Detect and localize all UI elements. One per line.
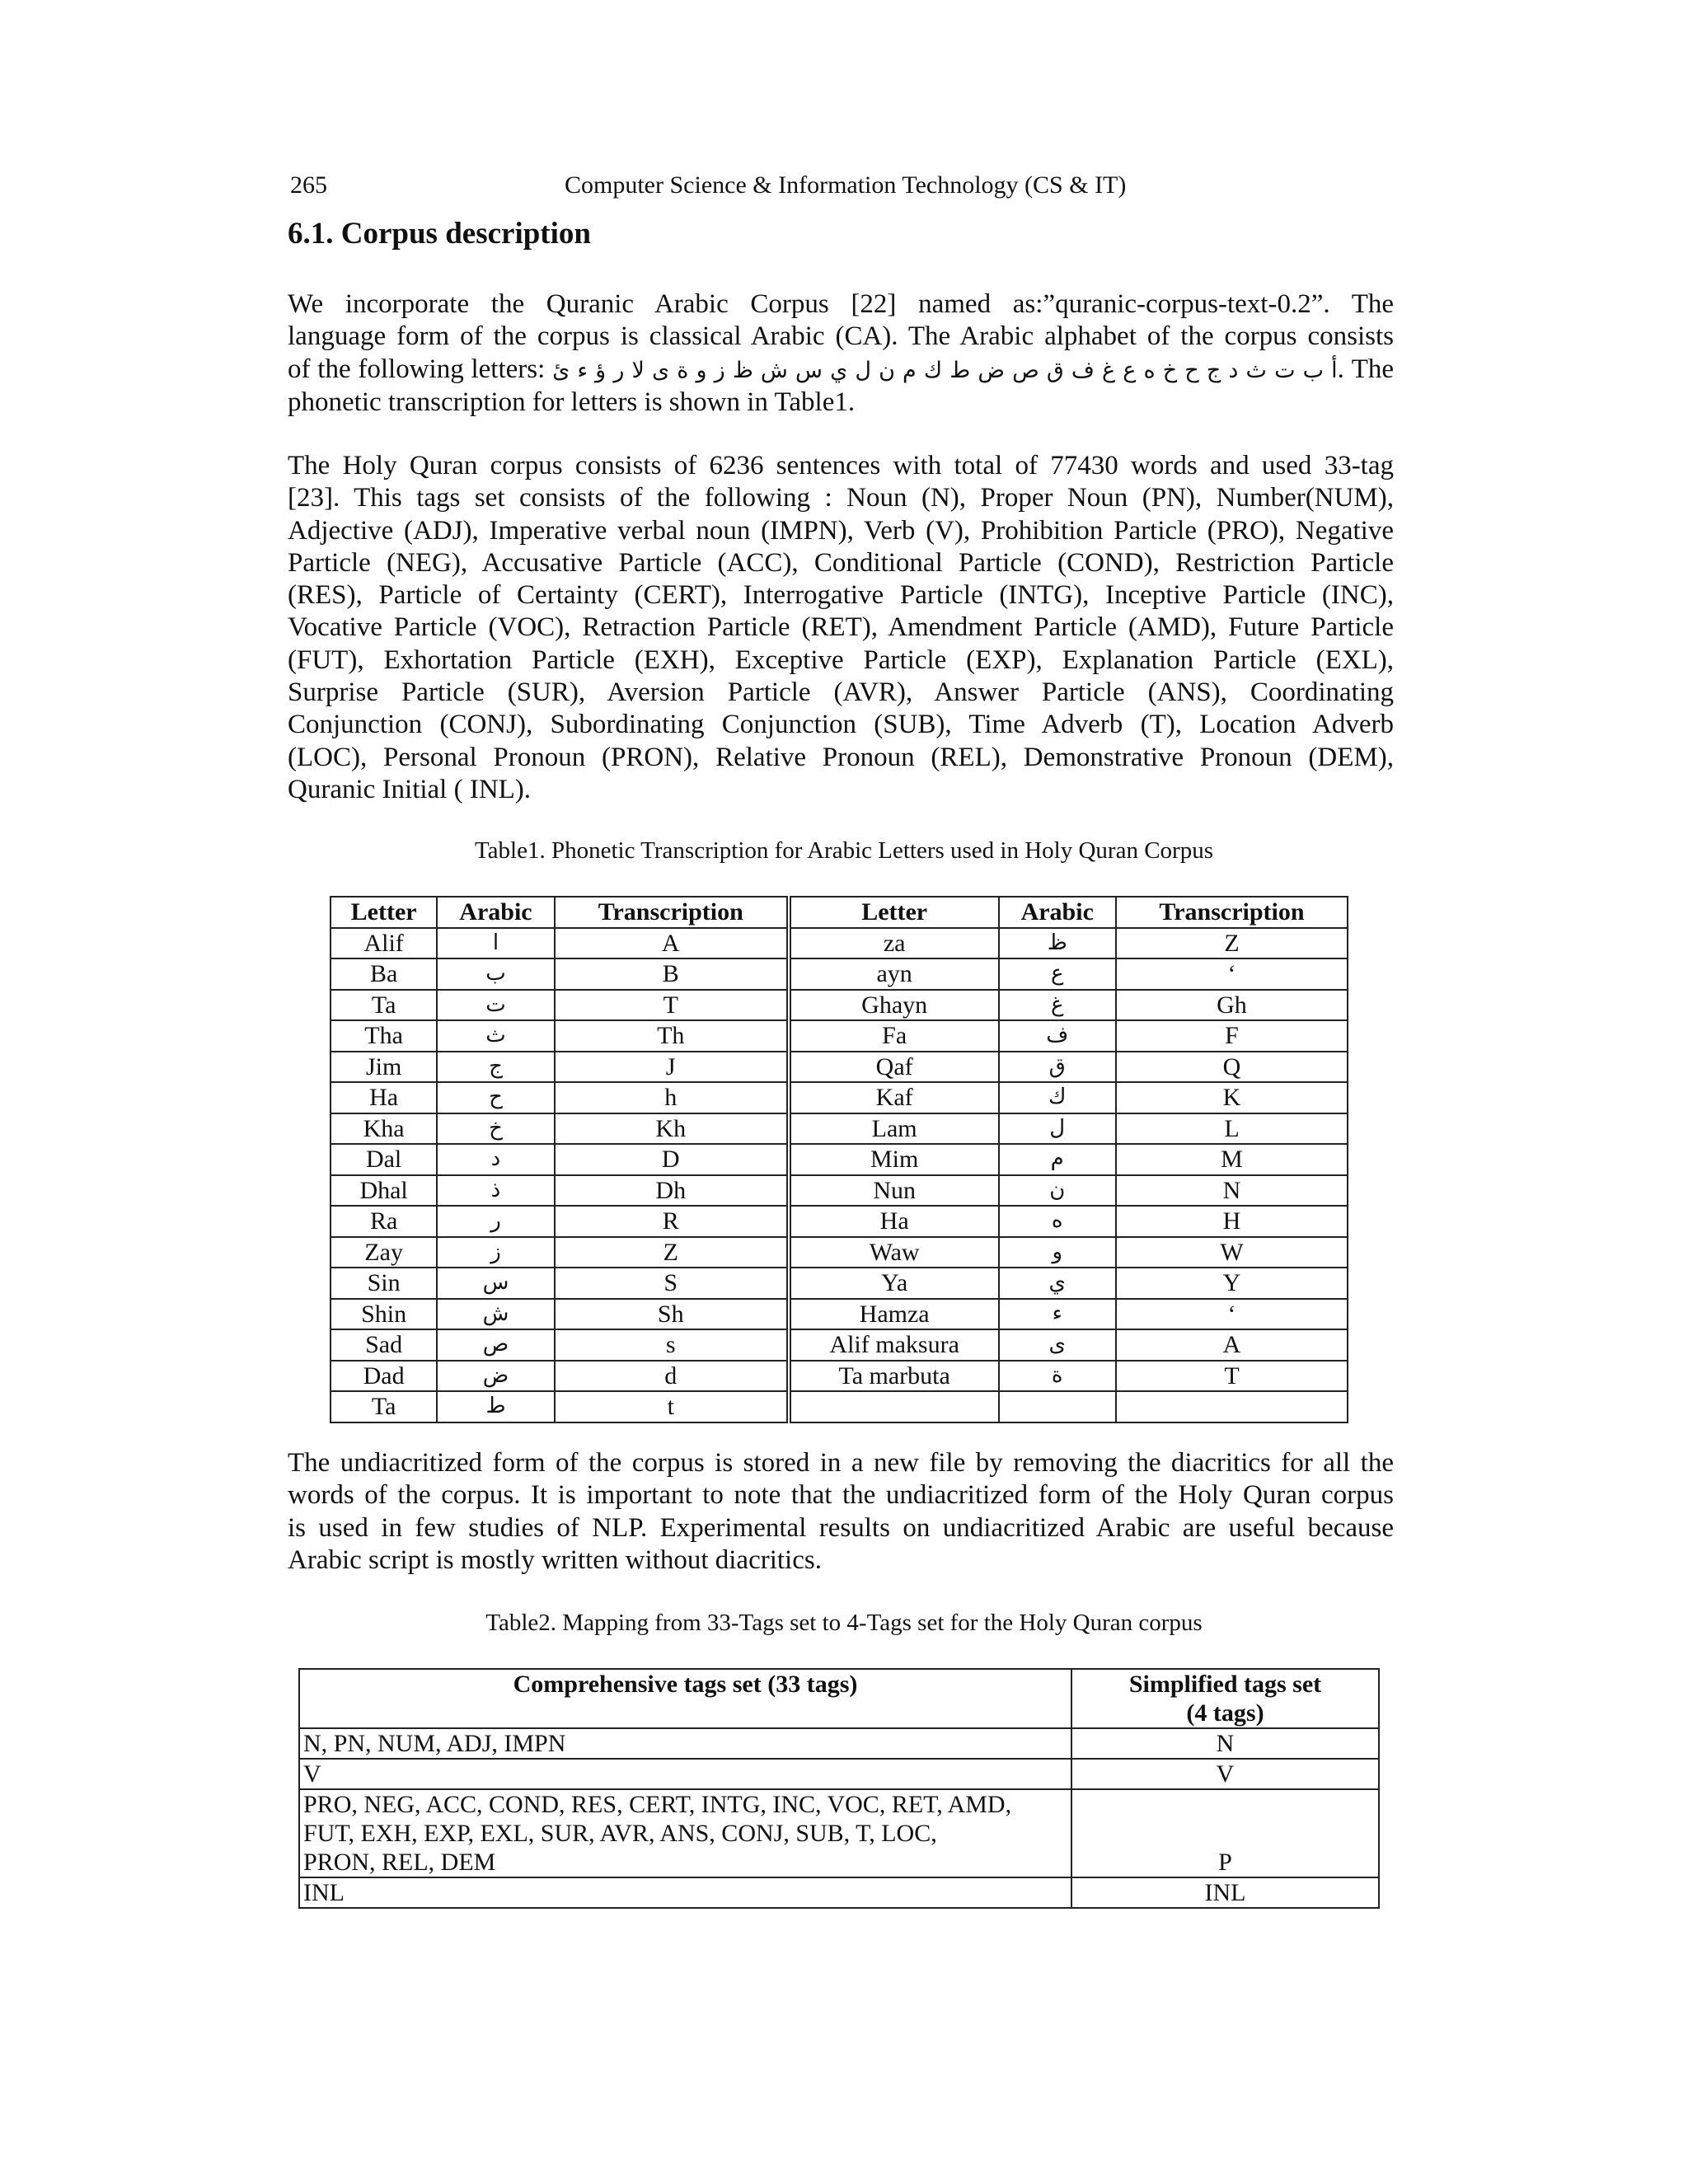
table-cell: d: [555, 1361, 789, 1392]
cell-line: PRON, REL, DEM: [303, 1849, 496, 1876]
table-cell: A: [555, 928, 789, 959]
paragraph-undiacritized: [288, 1447, 1394, 1577]
table-cell: J: [555, 1052, 789, 1083]
table-cell: ت: [437, 990, 554, 1021]
table-cell: L: [1116, 1113, 1348, 1145]
table-row: [331, 1144, 1348, 1175]
comprehensive-tags-cell: [299, 1759, 1071, 1789]
table-cell: Q: [1116, 1052, 1348, 1083]
table-cell: س: [437, 1268, 554, 1299]
table-cell: s: [555, 1329, 789, 1361]
comprehensive-tags-cell: [299, 1877, 1071, 1908]
paragraph-line: We incorporate the Quranic Arabic Corpus [22] named as:”quranic-corpus-text-0.2”. The: [288, 289, 1394, 319]
paragraph-line: [23]. This tags set consists of the following : Noun (N), Proper Noun (PN), Number(NUM),: [288, 483, 1394, 513]
comprehensive-tags-cell: [299, 1789, 1071, 1877]
table-cell: ‘: [1116, 958, 1348, 990]
simplified-tag-cell: INL: [1071, 1877, 1379, 1908]
table2-caption: Table2. Mapping from 33-Tags set to 4-Tags set for the Holy Quran corpus: [485, 1610, 1203, 1636]
table-cell: A: [1116, 1329, 1348, 1361]
table-cell: ب: [437, 958, 554, 990]
table-cell: ض: [437, 1361, 554, 1392]
table-cell: Th: [555, 1020, 789, 1052]
table-row: [331, 1175, 1348, 1207]
table-cell: Ra: [331, 1206, 437, 1237]
table-row: [331, 1082, 1348, 1113]
paragraph-line: [288, 354, 1394, 387]
simplified-tag-cell: V: [1071, 1759, 1379, 1789]
table-cell: د: [437, 1144, 554, 1175]
column-header-comprehensive: Comprehensive tags set (33 tags): [299, 1669, 1071, 1728]
table-cell: Alif maksura: [789, 1329, 999, 1361]
paragraph-corpus-intro: [288, 288, 1394, 419]
table-cell: Z: [1116, 928, 1348, 959]
table-cell: Qaf: [789, 1052, 999, 1083]
table-cell: Dh: [555, 1175, 789, 1207]
table-cell: ط: [437, 1391, 554, 1422]
page-number: 265: [290, 171, 327, 199]
comprehensive-tags-cell: [299, 1728, 1071, 1759]
paragraph-line: Vocative Particle (VOC), Retraction Particle (RET), Amendment Particle (AMD), Future Particle: [288, 612, 1394, 643]
table-cell: ح: [437, 1082, 554, 1113]
table-cell: B: [555, 958, 789, 990]
column-header-simplified: [1071, 1669, 1379, 1728]
table-cell: Dhal: [331, 1175, 437, 1207]
table-row: [331, 1391, 1348, 1422]
table-cell: Mim: [789, 1144, 999, 1175]
table-cell: ق: [999, 1052, 1116, 1083]
table-cell: ص: [437, 1329, 554, 1361]
table-cell: R: [555, 1206, 789, 1237]
table-cell: ظ: [999, 928, 1116, 959]
table-cell: Sin: [331, 1268, 437, 1299]
column-header: Letter: [789, 897, 999, 928]
table-cell: Jim: [331, 1052, 437, 1083]
table-cell: Shin: [331, 1299, 437, 1330]
table-cell: ه: [999, 1206, 1116, 1237]
table-cell: Ha: [789, 1206, 999, 1237]
table-cell: [999, 1391, 1116, 1422]
table-row: [331, 958, 1348, 990]
table-cell: Kaf: [789, 1082, 999, 1113]
table-row: [331, 1020, 1348, 1052]
table-cell: Lam: [789, 1113, 999, 1145]
cell-line: V: [303, 1760, 321, 1788]
table-cell: Tha: [331, 1020, 437, 1052]
table-cell: Ta marbuta: [789, 1361, 999, 1392]
table-cell: ن: [999, 1175, 1116, 1207]
column-header: Arabic: [999, 897, 1116, 928]
header-line: (4 tags): [1186, 1699, 1264, 1727]
table-row: [299, 1759, 1379, 1789]
table-cell: [789, 1391, 999, 1422]
table-cell: h: [555, 1082, 789, 1113]
table-cell: Nun: [789, 1175, 999, 1207]
table-cell: ش: [437, 1299, 554, 1330]
table-cell: Zay: [331, 1237, 437, 1268]
table-cell: W: [1116, 1237, 1348, 1268]
table-cell: ث: [437, 1020, 554, 1052]
cell-line: PRO, NEG, ACC, COND, RES, CERT, INTG, INC, VOC, RET, AMD,: [303, 1791, 1012, 1818]
paragraph-line: (FUT), Exhortation Particle (EXH), Exceptive Particle (EXP), Explanation Particle (EXL),: [288, 644, 1394, 675]
table-row: [331, 1268, 1348, 1299]
arabic-letters: أ ب ت ث د ج ح خ ه ع غ ف ق ص ض ط ك م ن ل ي س ش ظ ز و ة ى لا ر ؤ ء ئ: [552, 357, 1338, 383]
paragraph-line: (LOC), Personal Pronoun (PRON), Relative Pronoun (REL), Demonstrative Pronoun (DEM),: [288, 742, 1394, 772]
paragraph-line: language form of the corpus is classical Arabic (CA). The Arabic alphabet of the corpus consists: [288, 321, 1394, 352]
table-row: [331, 990, 1348, 1021]
table-cell: ى: [999, 1329, 1116, 1361]
table-cell: F: [1116, 1020, 1348, 1052]
paragraph-line: The undiacritized form of the corpus is stored in a new file by removing the diacritics for all the: [288, 1448, 1394, 1478]
cell-line: FUT, EXH, EXP, EXL, SUR, AVR, ANS, CONJ, SUB, T, LOC,: [303, 1820, 937, 1847]
paragraph-line: Quranic Initial ( INL).: [288, 774, 532, 804]
table-cell: ز: [437, 1237, 554, 1268]
table-cell: Ha: [331, 1082, 437, 1113]
table-cell: Kha: [331, 1113, 437, 1145]
running-title: Computer Science & Information Technology (CS & IT): [565, 171, 1127, 199]
table-cell: م: [999, 1144, 1116, 1175]
table-cell: [1116, 1391, 1348, 1422]
table-row: [299, 1877, 1379, 1908]
table-cell: ء: [999, 1299, 1116, 1330]
table-cell: ي: [999, 1268, 1116, 1299]
table-row: [331, 1361, 1348, 1392]
table-row: [299, 1728, 1379, 1759]
table-cell: M: [1116, 1144, 1348, 1175]
table-cell: ة: [999, 1361, 1116, 1392]
table-cell: Hamza: [789, 1299, 999, 1330]
table-cell: za: [789, 928, 999, 959]
table-row: [331, 1237, 1348, 1268]
table-cell: Ghayn: [789, 990, 999, 1021]
table-cell: Alif: [331, 928, 437, 959]
column-header: Transcription: [555, 897, 789, 928]
table-cell: N: [1116, 1175, 1348, 1207]
table-cell: ك: [999, 1082, 1116, 1113]
simplified-tag-cell: N: [1071, 1728, 1379, 1759]
phonetic-transcription-table: [330, 896, 1348, 1423]
table-cell: ع: [999, 958, 1116, 990]
table-header-row: [299, 1669, 1379, 1728]
paragraph-line: phonetic transcription for letters is shown in Table1.: [288, 387, 856, 417]
header-line: Simplified tags set: [1128, 1671, 1322, 1698]
table-cell: T: [1116, 1361, 1348, 1392]
table-cell: ر: [437, 1206, 554, 1237]
table1-caption: Table1. Phonetic Transcription for Arabic Letters used in Holy Quran Corpus: [474, 837, 1213, 864]
column-header: Arabic: [437, 897, 554, 928]
table-cell: ل: [999, 1113, 1116, 1145]
table-cell: ج: [437, 1052, 554, 1083]
table-cell: ف: [999, 1020, 1116, 1052]
table-cell: Z: [555, 1237, 789, 1268]
table-cell: K: [1116, 1082, 1348, 1113]
cell-line: N, PN, NUM, ADJ, IMPN: [303, 1730, 566, 1757]
paragraph-line: Surprise Particle (SUR), Aversion Particle (AVR), Answer Particle (ANS), Coordinating: [288, 677, 1394, 708]
table-cell: ذ: [437, 1175, 554, 1207]
table-cell: Ya: [789, 1268, 999, 1299]
paragraph-line: Particle (NEG), Accusative Particle (ACC), Conditional Particle (COND), Restriction Particle: [288, 547, 1394, 578]
table-cell: Dal: [331, 1144, 437, 1175]
column-header: Transcription: [1116, 897, 1348, 928]
table-row: [331, 1052, 1348, 1083]
table-cell: Y: [1116, 1268, 1348, 1299]
paragraph-line: Adjective (ADJ), Imperative verbal noun (IMPN), Verb (V), Prohibition Particle (PRO), Negative: [288, 515, 1394, 546]
paragraph-tagset: [288, 450, 1394, 806]
table-cell: Dad: [331, 1361, 437, 1392]
section-title: 6.1. Corpus description: [288, 217, 591, 251]
column-header: Letter: [331, 897, 437, 928]
paragraph-line: is used in few studies of NLP. Experimental results on undiacritized Arabic are useful because: [288, 1512, 1394, 1543]
letters-prefix: of the following letters:: [288, 354, 546, 384]
table-row: [331, 1299, 1348, 1330]
table-row: [331, 1329, 1348, 1361]
table-cell: و: [999, 1237, 1116, 1268]
table-cell: S: [555, 1268, 789, 1299]
paragraph-line: Conjunction (CONJ), Subordinating Conjunction (SUB), Time Adverb (T), Location Adverb: [288, 710, 1394, 740]
table-cell: Waw: [789, 1237, 999, 1268]
table-cell: Gh: [1116, 990, 1348, 1021]
cell-line: INL: [303, 1879, 345, 1906]
table-cell: Sh: [555, 1299, 789, 1330]
table-cell: t: [555, 1391, 789, 1422]
letters-suffix: . The: [1337, 354, 1394, 384]
table-row: [331, 1113, 1348, 1145]
table-cell: T: [555, 990, 789, 1021]
table-header-row: [331, 897, 1348, 928]
table-row: [331, 928, 1348, 959]
table-cell: ا: [437, 928, 554, 959]
table-cell: Ta: [331, 1391, 437, 1422]
paragraph-line: words of the corpus. It is important to note that the undiacritized form of the Holy Quran corpus: [288, 1480, 1394, 1511]
table-cell: Kh: [555, 1113, 789, 1145]
table-row: [331, 1206, 1348, 1237]
simplified-tag-cell: P: [1071, 1789, 1379, 1877]
table-cell: Sad: [331, 1329, 437, 1361]
table-cell: ayn: [789, 958, 999, 990]
paragraph-line: The Holy Quran corpus consists of 6236 sentences with total of 77430 words and used 33-tag: [288, 451, 1394, 480]
table-cell: D: [555, 1144, 789, 1175]
table-cell: غ: [999, 990, 1116, 1021]
table-cell: ‘: [1116, 1299, 1348, 1330]
paragraph-line: (RES), Particle of Certainty (CERT), Interrogative Particle (INTG), Inceptive Particle (INC),: [288, 580, 1394, 611]
tag-mapping-table: [298, 1668, 1380, 1909]
table-cell: Ta: [331, 990, 437, 1021]
paragraph-line: Arabic script is mostly written without diacritics.: [288, 1544, 822, 1575]
table-cell: Fa: [789, 1020, 999, 1052]
table-row: [299, 1789, 1379, 1877]
table-cell: H: [1116, 1206, 1348, 1237]
table-cell: Ba: [331, 958, 437, 990]
table-cell: خ: [437, 1113, 554, 1145]
